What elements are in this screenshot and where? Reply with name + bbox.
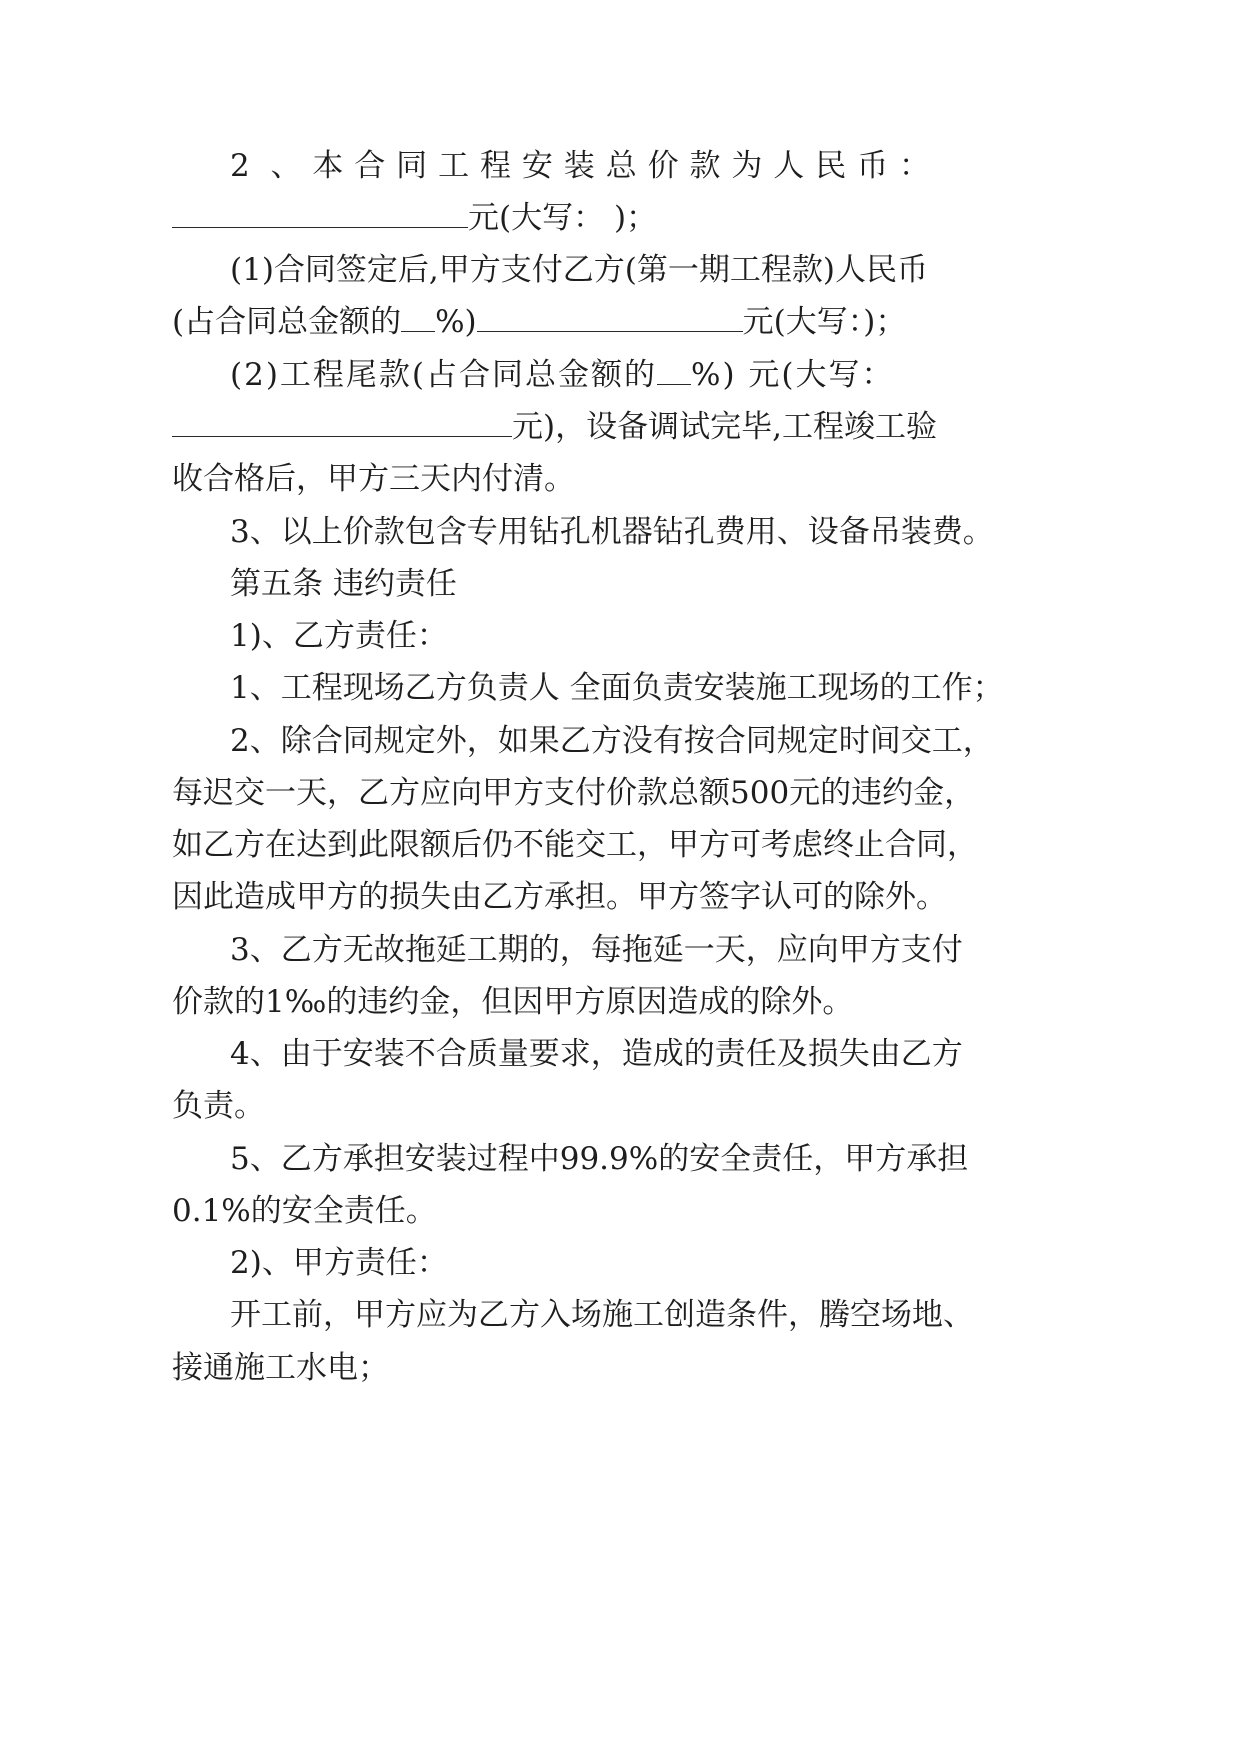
paragraph-line: 0.1%的安全责任。 (172, 1193, 437, 1229)
paragraph-line: 2、除合同规定外，如果乙方没有按合同规定时间交工， (230, 723, 994, 759)
blank-field (401, 309, 435, 332)
blank-field (172, 414, 512, 437)
paragraph-line: 3、乙方无故拖延工期的，每拖延一天，应向甲方支付 (230, 932, 963, 968)
blank-field (477, 309, 743, 332)
paragraph-line (172, 198, 657, 238)
line-text: 元)，设备调试完毕,工程竣工验 (512, 409, 937, 445)
paragraph-line: 2)、甲方责任： (230, 1245, 448, 1281)
line-text: %) (435, 304, 477, 340)
paragraph-line: 4、由于安装不合质量要求，造成的责任及损失由乙方 (230, 1036, 963, 1072)
line-text: 元(大写： )； (468, 200, 658, 236)
paragraph-line: 2 、本合同工程安装总价款为人民币： (230, 148, 930, 184)
blank-field (172, 205, 468, 228)
paragraph-line: 因此造成甲方的损失由乙方承担。甲方签字认可的除外。 (172, 879, 947, 915)
blank-field (657, 362, 691, 385)
paragraph-line: 负责。 (172, 1088, 265, 1124)
paragraph-line: 如乙方在达到此限额后仍不能交工，甲方可考虑终止合同， (172, 827, 978, 863)
paragraph-line (172, 302, 906, 342)
paragraph-line (230, 355, 895, 395)
paragraph-line: 价款的1‰的违约金，但因甲方原因造成的除外。 (172, 984, 854, 1020)
paragraph-line (172, 407, 937, 447)
paragraph-line: 开工前，甲方应为乙方入场施工创造条件，腾空场地、 (230, 1297, 974, 1333)
paragraph-line: 1、工程现场乙方负责人 全面负责安装施工现场的工作； (230, 670, 1004, 706)
paragraph-line: (1)合同签定后,甲方支付乙方(第一期工程款)人民币 (230, 252, 928, 288)
section-heading: 第五条 违约责任 (230, 566, 457, 602)
line-text: (占合同总金额的 (172, 304, 402, 340)
line-text: %) 元(大写： (691, 357, 895, 393)
paragraph-line: 接通施工水电； (172, 1350, 389, 1386)
paragraph-line: 每迟交一天，乙方应向甲方支付价款总额500元的违约金， (172, 775, 976, 811)
line-text: (2)工程尾款(占合同总金额的 (230, 357, 658, 393)
paragraph-line: 3、以上价款包含专用钻孔机器钻孔费用、设备吊装费。 (230, 514, 994, 550)
paragraph-line: 收合格后，甲方三天内付清。 (172, 461, 575, 497)
paragraph-line: 5、乙方承担安装过程中99.9%的安全责任，甲方承担 (230, 1141, 969, 1177)
paragraph-line: 1)、乙方责任： (230, 618, 448, 654)
line-text: 元(大写：)； (742, 304, 907, 340)
